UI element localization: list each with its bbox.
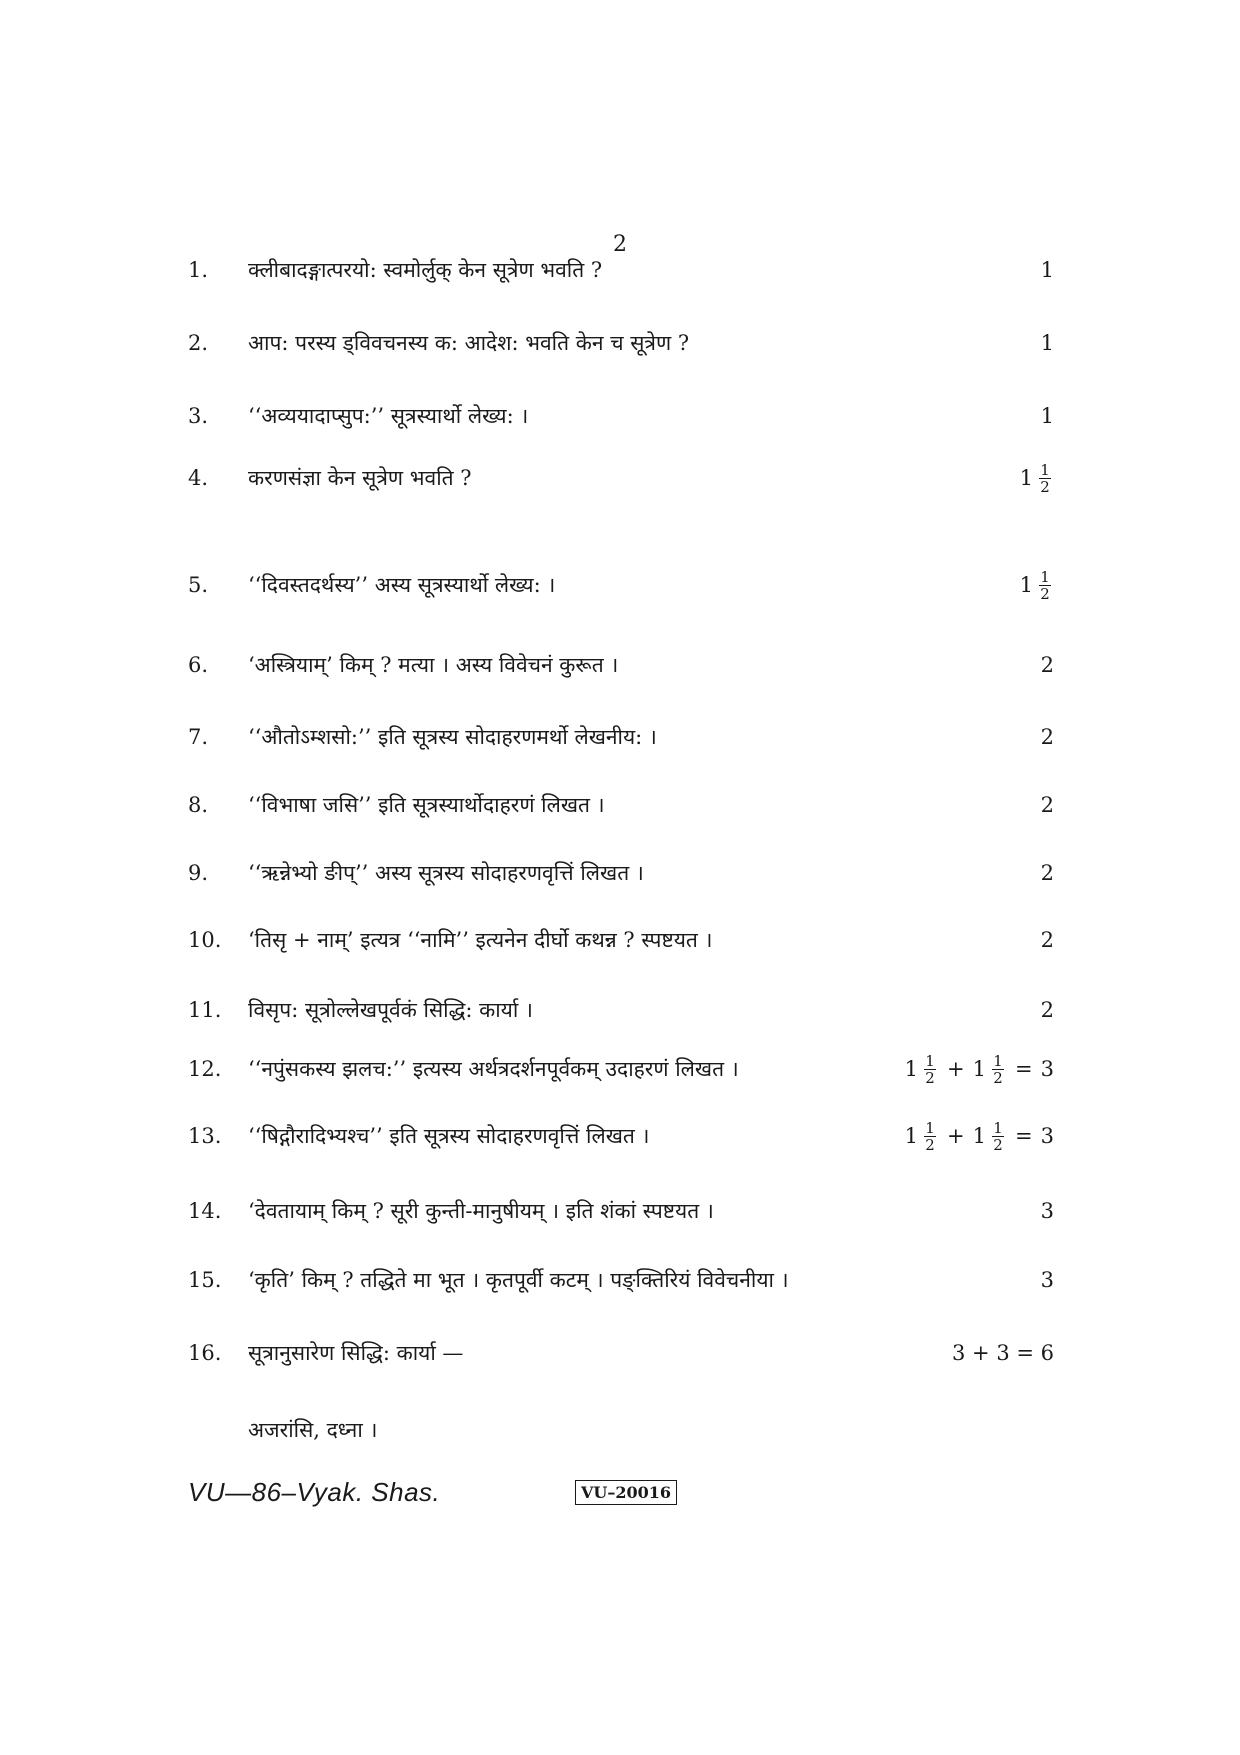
question-marks bbox=[1020, 458, 1054, 498]
marks-value: 1 bbox=[1040, 404, 1054, 428]
question-text: ‘‘औतोऽम्शसो:’’ इति सूत्रस्य सोदाहरणमर्थो लेखनीय: । bbox=[248, 725, 657, 749]
question-item bbox=[0, 458, 1240, 498]
question-text: ‘तिसृ + नाम्’ इत्यत्र ‘‘नामि’’ इत्यनेन दीर्घो कथन्न ? स्पष्टयत । bbox=[248, 928, 713, 952]
question-number: 7. bbox=[188, 725, 209, 749]
question-number: 8. bbox=[188, 793, 209, 817]
question-item bbox=[0, 1116, 1240, 1156]
marks-fraction-first bbox=[924, 1053, 936, 1086]
question-marks bbox=[1041, 785, 1054, 825]
marks-value: 1 bbox=[1040, 258, 1054, 282]
question-text: क्लीबादङ्गात्परयो: स्वमोर्लुक् केन सूत्रेण भवति ? bbox=[248, 258, 603, 282]
marks-plus: + bbox=[947, 1124, 965, 1148]
marks-equals: = bbox=[1015, 1057, 1033, 1081]
footer-badge: VU–20016 bbox=[575, 1480, 677, 1505]
question-number: 10. bbox=[188, 928, 222, 952]
marks-value: 2 bbox=[1040, 793, 1054, 817]
marks-value: 3 + 3 = 6 bbox=[952, 1341, 1054, 1365]
question-item bbox=[0, 1049, 1240, 1089]
marks-value: 2 bbox=[1040, 998, 1054, 1022]
fraction-denominator: 2 bbox=[993, 1068, 1003, 1087]
question-marks bbox=[1041, 990, 1054, 1030]
question-marks bbox=[1041, 1191, 1054, 1231]
fraction-denominator: 2 bbox=[925, 1135, 935, 1154]
question-marks bbox=[1041, 645, 1054, 685]
question-number: 15. bbox=[188, 1268, 222, 1292]
question-number: 13. bbox=[188, 1124, 222, 1148]
fraction-numerator: 1 bbox=[1040, 567, 1050, 586]
question-item bbox=[0, 1260, 1240, 1300]
question-text: ‘‘षिद्गौरादिभ्यश्च’’ इति सूत्रस्य सोदाहरणवृत्तिं लिखत । bbox=[248, 1124, 650, 1148]
marks-value: 2 bbox=[1040, 928, 1054, 952]
question-marks bbox=[1041, 920, 1054, 960]
question-text: सूत्रानुसारेण सिद्धि: कार्या — bbox=[248, 1341, 464, 1365]
question-text: विसृप: सूत्रोल्लेखपूर्वकं सिद्धि: कार्या । bbox=[248, 998, 533, 1022]
marks-equals: = bbox=[1015, 1124, 1033, 1148]
question-marks bbox=[952, 1333, 1054, 1373]
question-item bbox=[0, 645, 1240, 685]
footer-paper-code: VU—86–Vyak. Shas. bbox=[188, 1477, 441, 1507]
question-number: 2. bbox=[188, 331, 209, 355]
question-text: करणसंज्ञा केन सूत्रेण भवति ? bbox=[248, 466, 472, 490]
fraction-numerator: 1 bbox=[993, 1051, 1003, 1070]
question-text: ‘देवतायाम् किम् ? सूरी कुन्ती-मानुषीयम् । इति शंकां स्पष्टयत । bbox=[248, 1199, 714, 1223]
question-text: आप: परस्य ड्विवचनस्य क: आदेश: भवति केन च सूत्रेण ? bbox=[248, 331, 690, 355]
marks-fraction bbox=[1039, 462, 1051, 495]
question-text: ‘‘दिवस्तदर्थस्य’’ अस्य सूत्रस्यार्थो लेख्य: । bbox=[248, 573, 556, 597]
question-number: 12. bbox=[188, 1057, 222, 1081]
question-marks bbox=[905, 1049, 1054, 1089]
marks-whole-first: 1 bbox=[904, 1057, 919, 1081]
fraction-numerator: 1 bbox=[925, 1051, 935, 1070]
marks-value: 2 bbox=[1040, 861, 1054, 885]
marks-whole-second: 1 bbox=[972, 1124, 987, 1148]
question-item bbox=[0, 920, 1240, 960]
fraction-numerator: 1 bbox=[925, 1118, 935, 1137]
question-text: ‘‘नपुंसकस्य झलच:’’ इत्यस्य अर्थत्रदर्शनपूर्वकम् उदाहरणं लिखत । bbox=[248, 1057, 739, 1081]
question-text: ‘‘विभाषा जसि’’ इति सूत्रस्यार्थोदाहरणं लिखत । bbox=[248, 793, 605, 817]
question-number: 14. bbox=[188, 1199, 222, 1223]
marks-total: 3 bbox=[1040, 1057, 1054, 1081]
marks-value: 2 bbox=[1040, 653, 1054, 677]
marks-fraction-second bbox=[992, 1053, 1004, 1086]
question-item bbox=[0, 717, 1240, 757]
question-item bbox=[0, 396, 1240, 436]
fraction-numerator: 1 bbox=[993, 1118, 1003, 1137]
question-marks bbox=[1041, 1260, 1054, 1300]
question-marks bbox=[905, 1116, 1054, 1156]
marks-fraction bbox=[1039, 569, 1051, 602]
marks-fraction-first bbox=[924, 1120, 936, 1153]
question-item bbox=[0, 990, 1240, 1030]
marks-fraction-second bbox=[992, 1120, 1004, 1153]
question-text: ‘‘ऋन्नेभ्यो ङीप्’’ अस्य सूत्रस्य सोदाहरणवृत्तिं लिखत । bbox=[248, 861, 644, 885]
question-number: 9. bbox=[188, 861, 209, 885]
marks-plus: + bbox=[947, 1057, 965, 1081]
marks-value: 3 bbox=[1040, 1199, 1054, 1223]
question-item bbox=[0, 250, 1240, 290]
question-text: ‘अस्त्रियाम्’ किम् ? मत्या । अस्य विवेचनं कुरूत । bbox=[248, 653, 619, 677]
marks-whole-first: 1 bbox=[904, 1124, 919, 1148]
question-number: 6. bbox=[188, 653, 209, 677]
marks-whole-second: 1 bbox=[972, 1057, 987, 1081]
fraction-denominator: 2 bbox=[925, 1068, 935, 1087]
question-number: 1. bbox=[188, 258, 209, 282]
fraction-denominator: 2 bbox=[1040, 584, 1050, 603]
question-sub-line: अजरांसि, दध्ना । bbox=[248, 1418, 378, 1442]
question-number: 16. bbox=[188, 1341, 222, 1365]
question-item bbox=[0, 785, 1240, 825]
fraction-denominator: 2 bbox=[993, 1135, 1003, 1154]
question-item bbox=[0, 853, 1240, 893]
question-number: 11. bbox=[188, 998, 222, 1022]
question-item bbox=[0, 1191, 1240, 1231]
question-number: 4. bbox=[188, 466, 209, 490]
question-item bbox=[0, 1333, 1240, 1373]
question-marks bbox=[1041, 250, 1054, 290]
question-marks bbox=[1041, 323, 1054, 363]
marks-value: 1 bbox=[1040, 331, 1054, 355]
question-item bbox=[0, 323, 1240, 363]
marks-whole: 1 bbox=[1019, 466, 1033, 490]
fraction-denominator: 2 bbox=[1040, 477, 1050, 496]
question-marks bbox=[1041, 717, 1054, 757]
question-marks bbox=[1020, 565, 1054, 605]
question-item bbox=[0, 565, 1240, 605]
question-marks bbox=[1041, 853, 1054, 893]
question-text: ‘‘अव्ययादाप्सुप:’’ सूत्रस्यार्थो लेख्य: । bbox=[248, 404, 529, 428]
marks-total: 3 bbox=[1040, 1124, 1054, 1148]
question-number: 3. bbox=[188, 404, 209, 428]
question-number: 5. bbox=[188, 573, 209, 597]
question-marks bbox=[1041, 396, 1054, 436]
marks-value: 3 bbox=[1040, 1268, 1054, 1292]
page-number: 2 bbox=[613, 232, 627, 257]
question-text: ‘कृति’ किम् ? तद्धिते मा भूत । कृतपूर्वी कटम् । पङ्क्तिरियं विवेचनीया । bbox=[248, 1268, 789, 1292]
marks-whole: 1 bbox=[1019, 573, 1033, 597]
marks-value: 2 bbox=[1040, 725, 1054, 749]
fraction-numerator: 1 bbox=[1040, 460, 1050, 479]
